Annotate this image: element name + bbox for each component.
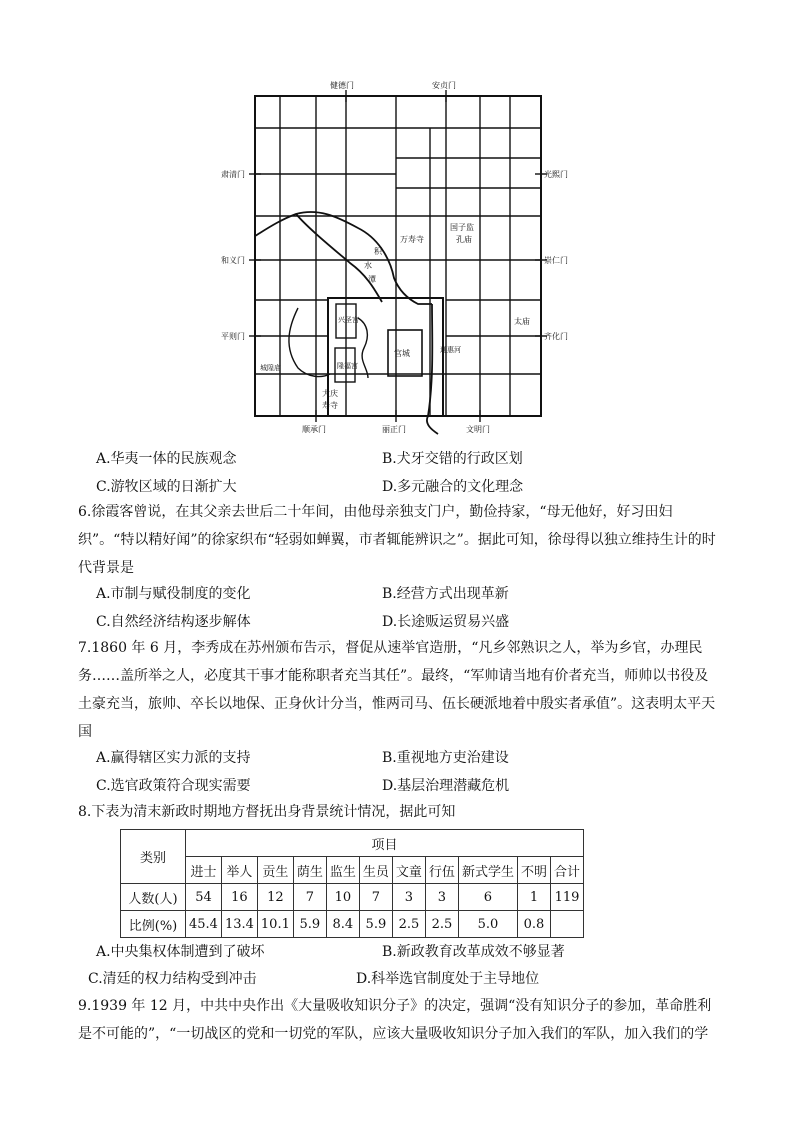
q6-stem: 6.徐霞客曾说，在其父亲去世后二十年间，由他母亲独支门户，勤俭持家，“母无他好，好习田妇织”。“特以精好闻”的徐家织布“轻弱如蝉翼，市者辄能辨识之”。据此可知，徐母得以独立维持生计的时代背景是 xyxy=(78,504,716,576)
table-cell-ratio: 13.4 xyxy=(221,911,257,938)
table-cell-count: 7 xyxy=(359,884,392,911)
table-header-category: 类别 xyxy=(121,830,186,884)
table-cell-ratio: 0.8 xyxy=(517,911,550,938)
table-cell-count: 7 xyxy=(293,884,326,911)
q8-option-d: D.科举选官制度处于主导地位 xyxy=(356,971,540,987)
q6-option-d: D.长途贩运贸易兴盛 xyxy=(382,614,510,630)
gate-shuncheng: 顺承门 xyxy=(302,425,326,434)
q7-option-c: C.选官政策符合现实需要 xyxy=(96,778,251,794)
label-wanshou-temple: 万寿寺 xyxy=(400,235,424,244)
table-cell-ratio: 5.0 xyxy=(458,911,517,938)
table-column-header: 进士 xyxy=(186,857,222,884)
label-daqing-2: 寿寺 xyxy=(322,401,338,410)
q9-stem: 9.1939 年 12 月，中共中央作出《大量吸收知识分子》的决定，强调“没有知识分子的参加，革命胜利是不可能的”，“一切战区的党和一切党的军队，应该大量吸收知识分子加入我们的军队，加入我们的学 xyxy=(78,998,712,1042)
table-cell-count: 16 xyxy=(221,884,257,911)
table-cell-ratio: 2.5 xyxy=(392,911,425,938)
gate-wenming: 文明门 xyxy=(466,425,490,434)
table-column-header: 不明 xyxy=(517,857,550,884)
table-column-header: 生员 xyxy=(359,857,392,884)
table-cell-count: 12 xyxy=(257,884,293,911)
label-guozijian: 国子监 xyxy=(450,223,474,232)
table-cell-count: 54 xyxy=(186,884,222,911)
table-column-header: 举人 xyxy=(221,857,257,884)
yuan-dadu-map xyxy=(218,78,578,438)
label-shui: 水 xyxy=(364,261,372,270)
q8-stem: 8.下表为清末新政时期地方督抚出身背景统计情况，据此可知 xyxy=(78,804,456,820)
q7-stem: 7.1860 年 6 月，李秀成在苏州颁布告示，督促从速举官造册，“凡乡邻熟识之人，举为乡官，办理民务……盖所举之人，必度其干事才能称职者充当其任”。最终，“军帅请当地有价者充当，师帅以书役及土豪充当，旅帅、卒长以地保、正身伙计分当，惟两司马、伍长硬派地着中殷实者承值”。这表明太平天国 xyxy=(78,640,716,740)
table-column-header: 行伍 xyxy=(425,857,458,884)
table-column-header: 贡生 xyxy=(257,857,293,884)
table-header-items: 项目 xyxy=(186,830,584,857)
table-cell-ratio: 5.9 xyxy=(293,911,326,938)
label-taimiao: 太庙 xyxy=(514,317,530,326)
q5-option-b: B.犬牙交错的行政区划 xyxy=(382,451,523,467)
table-header-row xyxy=(121,830,584,857)
table-cell-count: 3 xyxy=(425,884,458,911)
gate-chongren: 崇仁门 xyxy=(544,256,568,265)
gate-suqing: 肃清门 xyxy=(221,170,245,179)
tonghui-river xyxy=(427,304,438,434)
row-label-count: 人数(人) xyxy=(121,884,186,911)
table-column-header: 文童 xyxy=(392,857,425,884)
q8-option-b: B.新政教育改革成效不够显著 xyxy=(382,944,565,960)
gate-guangxi: 光熙门 xyxy=(544,170,568,179)
q8-option-a: A.中央集权体制遭到了破坏 xyxy=(96,944,265,960)
q8-option-c: C.清廷的权力结构受到冲击 xyxy=(88,971,257,987)
label-ji: 积 xyxy=(374,247,382,256)
label-xingsheng-palace: 兴圣宫 xyxy=(338,316,359,324)
gate-jiande: 健德门 xyxy=(330,81,354,90)
table-cell-count: 1 xyxy=(517,884,550,911)
label-longfu-palace: 隆福宫 xyxy=(337,362,358,370)
table-cell-count: 119 xyxy=(550,884,583,911)
table-cell-count: 10 xyxy=(326,884,359,911)
table-column-row xyxy=(121,857,584,884)
table-column-header: 监生 xyxy=(326,857,359,884)
q7-option-b: B.重视地方吏治建设 xyxy=(382,750,509,766)
row-label-ratio: 比例(%) xyxy=(121,911,186,938)
q5-option-d: D.多元融合的文化理念 xyxy=(382,479,524,495)
table-column-header: 合计 xyxy=(550,857,583,884)
gate-pingze: 平则门 xyxy=(221,332,245,341)
table-cell-ratio xyxy=(550,911,583,938)
table-column-header: 荫生 xyxy=(293,857,326,884)
table-row-count xyxy=(121,884,584,911)
q6-option-a: A.市制与赋役制度的变化 xyxy=(96,586,251,602)
table-cell-count: 3 xyxy=(392,884,425,911)
table-cell-count: 6 xyxy=(458,884,517,911)
label-kongmiao: 孔庙 xyxy=(456,235,472,244)
label-chenghuang-temple: 城隍庙 xyxy=(260,364,281,372)
q7-option-d: D.基层治理潜藏危机 xyxy=(382,778,510,794)
table-column-header: 新式学生 xyxy=(458,857,517,884)
table-cell-ratio: 2.5 xyxy=(425,911,458,938)
table-cell-ratio: 10.1 xyxy=(257,911,293,938)
label-palace-city: 宫城 xyxy=(394,349,410,358)
q6-option-b: B.经营方式出现革新 xyxy=(382,586,509,602)
gate-heyi: 和义门 xyxy=(221,256,245,265)
table-cell-ratio: 45.4 xyxy=(186,911,222,938)
label-daqing-1: 大庆 xyxy=(322,389,338,398)
gate-qihua: 齐化门 xyxy=(544,332,568,341)
table-row-ratio xyxy=(121,911,584,938)
q5-option-c: C.游牧区域的日渐扩大 xyxy=(96,479,237,495)
q8-stats-table xyxy=(120,829,584,938)
q7-option-a: A.赢得辖区实力派的支持 xyxy=(96,750,251,766)
gate-anzhen: 安贞门 xyxy=(432,81,456,90)
table-cell-ratio: 5.9 xyxy=(359,911,392,938)
label-tan: 潭 xyxy=(368,275,376,284)
q6-option-c: C.自然经济结构逐步解体 xyxy=(96,614,251,630)
table-cell-ratio: 8.4 xyxy=(326,911,359,938)
map-svg xyxy=(218,78,578,438)
label-tonghui-river: 通惠河 xyxy=(440,346,461,354)
gate-lizheng: 丽正门 xyxy=(382,425,406,434)
q5-option-a: A.华夷一体的民族观念 xyxy=(96,451,237,467)
